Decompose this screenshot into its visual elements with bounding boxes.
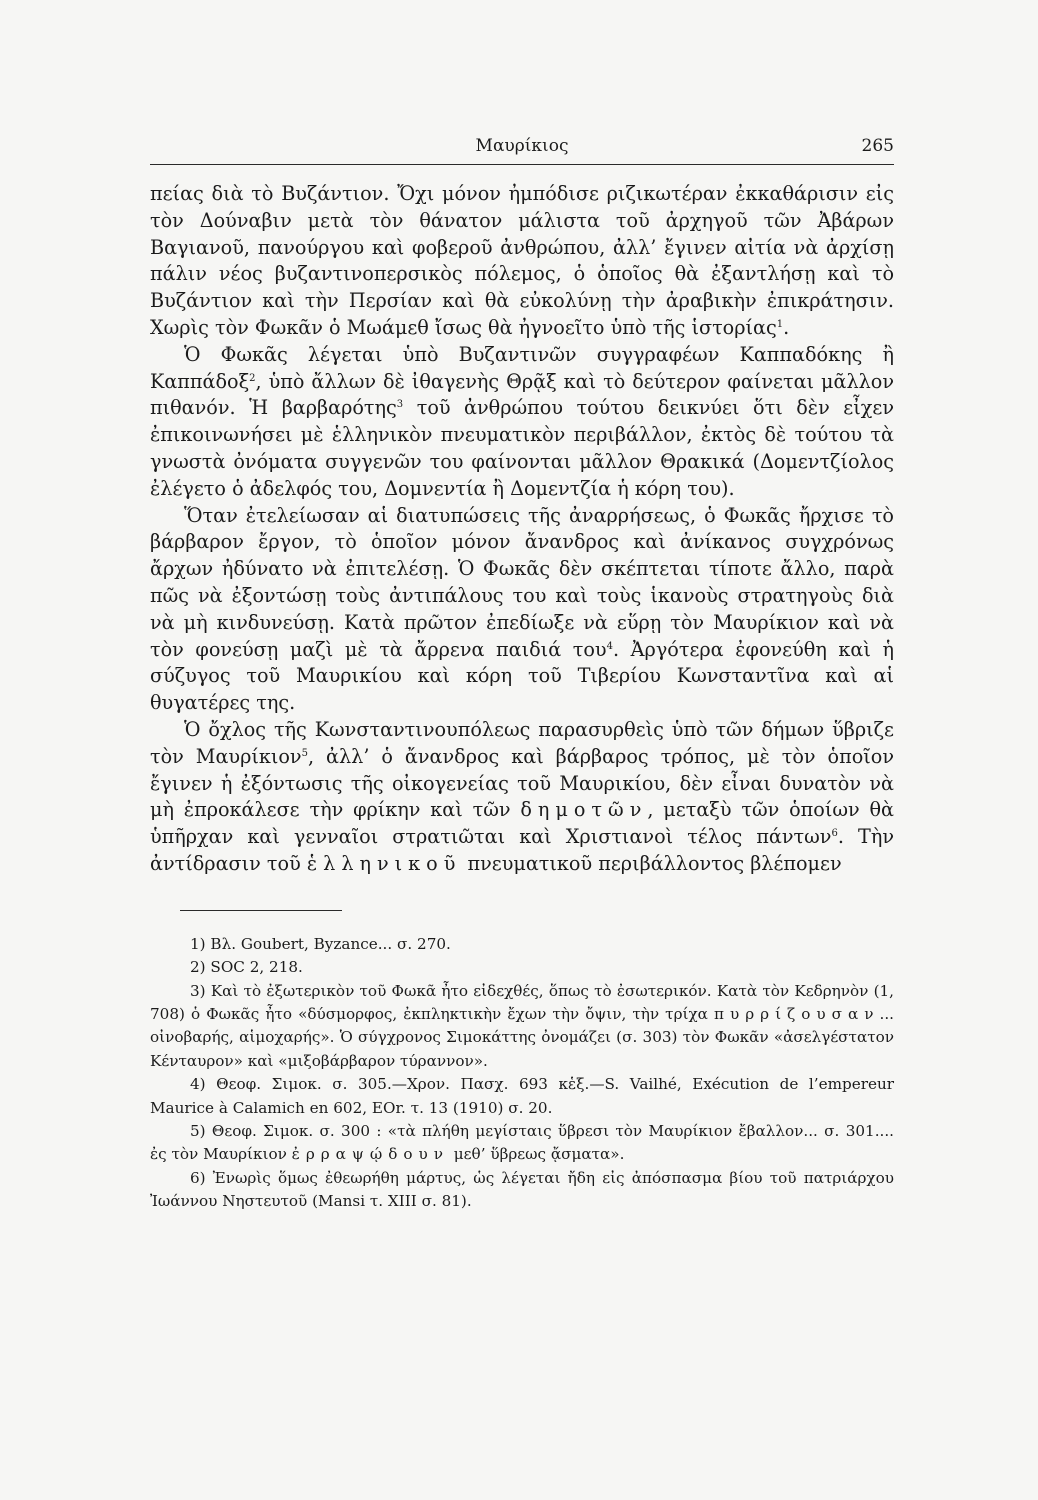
footnote-divider	[180, 910, 342, 911]
spaced-emphasis: ἑλληνικοῦ	[306, 851, 462, 875]
paragraph: Ὅταν ἐτελείωσαν αἱ διατυπώσεις τῆς ἀναρρήσεως, ὁ Φωκᾶς ἤρχισε τὸ βάρβαρον ἔργον, τὸ ὁποῖον μόνον ἄνανδρος καὶ ἀνίκανος συγχρόνως ἄρχων ἠδύνατο νὰ ἐπιτελέσῃ. Ὁ Φωκᾶς δὲν σκέπτεται τίποτε ἄλλο, παρὰ πῶς νὰ ἐξοντώσῃ τοὺς ἀντιπάλους του καὶ τοὺς ἱκανοὺς στρατηγοὺς διὰ νὰ μὴ κινδυνεύσῃ. Κατὰ πρῶτον ἐπεδίωξε νὰ εὕρῃ τὸν Μαυρίκιον καὶ νὰ τὸν φονεύσῃ μαζὶ μὲ τὰ ἄρρενα παιδιά του$^4$. Ἀργότερα ἐφονεύθη καὶ ἡ σύζυγος τοῦ Μαυρικίου καὶ κόρη τοῦ Τιβερίου Κωνσταντῖνα καὶ αἱ θυγατέρες της.	[150, 503, 894, 715]
footnote-5: 5) Θεοφ. Σιμοκ. σ. 300 : «τὰ πλήθη μεγίσταις ὕβρεσι τὸν Μαυρίκιον ἔβαλλον... σ. 301.... ἐς τὸν Μαυρίκιον ἐρραψῴδουν μεθ’ ὕβρεως ᾄσματα».	[150, 1121, 894, 1164]
footnote-ref: 6	[831, 828, 838, 840]
footnote-ref: 3	[396, 399, 404, 411]
running-title: Μαυρίκιος	[475, 136, 569, 156]
spaced-emphasis: ἐρραψῴδουν	[291, 1145, 449, 1164]
footnote-4: 4) Θεοφ. Σιμοκ. σ. 305.—Χρον. Πασχ. 693 κἑξ.—S. Vailhé, Exécution de l’empereur Maurice à Calamich en 602, EOr. τ. 13 (1910) σ. 20.	[150, 1075, 894, 1117]
footnote-3: 3) Καὶ τὸ ἐξωτερικὸν τοῦ Φωκᾶ ἦτο εἰδεχθές, ὅπως τὸ ἐσωτερικόν. Κατὰ τὸν Κεδρηνὸν (1, 708) ὁ Φωκᾶς ἦτο «δύσμορφος, ἐκπληκτικὴν ἔχων τὴν ὄψιν, τὴν τρίχα πυρρίζουσαν... οἰνοβαρής, αἱμοχαρής». Ὁ σύγχρονος Σιμοκάττης ὀνομάζει (σ. 303) τὸν Φωκᾶν «ἀσελγέστατον Κένταυρον» καὶ «μιξοβάρβαρον τύραννον».	[150, 981, 894, 1070]
footnote-1: 1) Βλ. Goubert, Byzance... σ. 270.	[190, 934, 451, 953]
main-text	[150, 181, 894, 878]
paragraph: Ὁ Φωκᾶς λέγεται ὑπὸ Βυζαντινῶν συγγραφέων Καππαδόκης ἢ Καππάδοξ$^2$, ὑπὸ ἄλλων δὲ ἰθαγενὴς Θρᾷξ καὶ τὸ δεύτερον φαίνεται μᾶλλον πιθανόν. Ἡ βαρβαρότης$^3$ τοῦ ἀνθρώπου τούτου δεικνύει ὅτι δὲν εἶχεν ἐπικοινωνήσει μὲ ἑλληνικὸν πνευματικὸν περιβάλλον, ἐκτὸς δὲ τούτου τὰ γνωστὰ ὀνόματα συγγενῶν του φαίνονται μᾶλλον Θρακικά (Δομεντζίολος ἐλέγετο ὁ ἀδελφός του, Δομνεντία ἢ Δομεντζία ἡ κόρη του).	[150, 342, 894, 500]
footnotes	[150, 933, 894, 1214]
footnote-ref: 5	[301, 747, 308, 759]
paragraph: πείας διὰ τὸ Βυζάντιον. Ὄχι μόνον ἠμπόδισε ριζικωτέραν ἐκκαθάρισιν εἰς τὸν Δούναβιν μετὰ τὸν θάνατον μάλιστα τοῦ ἀρχηγοῦ τῶν Ἀβάρων Βαγιανοῦ, πανούργου καὶ φοβεροῦ ἀνθρώπου, ἀλλ’ ἔγινεν αἰτία νὰ ἀρχίσῃ πάλιν νέος βυζαντινοπερσικὸς πόλεμος, ὁ ὁποῖος θὰ ἐξαντλήσῃ καὶ τὸ Βυζάντιον καὶ τὴν Περσίαν καὶ θὰ εὐκολύνῃ τὴν ἀραβικὴν ἐπικράτησιν. Χωρὶς τὸν Φωκᾶν ὁ Μωάμεθ ἴσως θὰ ἠγνοεῖτο ὑπὸ τῆς ἱστορίας$^1$.	[150, 182, 894, 339]
footnote-ref: 2	[249, 372, 256, 384]
footnote-6: 6) Ἐνωρὶς ὅμως ἐθεωρήθη μάρτυς, ὡς λέγεται ἤδη εἰς ἀπόσπασμα βίου τοῦ πατριάρχου Ἰωάννου Νηστευτοῦ (Mansi τ. XIII σ. 81).	[150, 1168, 894, 1211]
book-page	[150, 128, 894, 1214]
footnote-2: 2) SOC 2, 218.	[190, 958, 303, 977]
spaced-emphasis: δημοτῶν	[520, 798, 648, 822]
running-header	[150, 128, 894, 165]
page-number: 265	[861, 136, 894, 156]
spaced-emphasis: πυρρίζουσαν	[714, 1004, 880, 1023]
footnote-ref: 1	[776, 318, 784, 330]
paragraph: Ὁ ὄχλος τῆς Κωνσταντινουπόλεως παρασυρθεὶς ὑπὸ τῶν δήμων ὕβριζε τὸν Μαυρίκιον$^5$, ἀλλ’ ὁ ἄνανδρος καὶ βάρβαρος τρόπος, μὲ τὸν ὁποῖον ἔγινεν ἡ ἐξόντωσις τῆς οἰκογενείας τοῦ Μαυρικίου, δὲν εἶναι δυνατὸν νὰ μὴ ἐπροκάλεσε τὴν φρίκην καὶ τῶν δημοτῶν, μεταξὺ τῶν ὁποίων θὰ ὑπῆρχαν καὶ γενναῖοι στρατιῶται καὶ Χριστιανοὶ τέλος πάντων$^6$. Τὴν ἀντίδρασιν τοῦ ἑλληνικοῦ πνευματικοῦ περιβάλλοντος βλέπομεν	[150, 717, 895, 875]
footnote-ref: 4	[606, 640, 613, 652]
